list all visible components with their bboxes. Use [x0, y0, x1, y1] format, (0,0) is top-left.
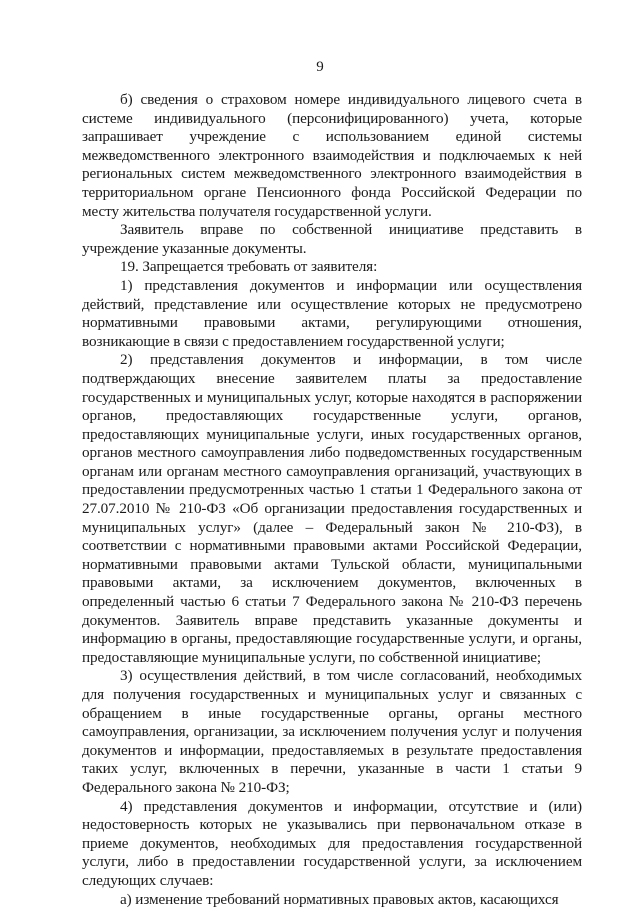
- paragraph-item-4: 4) представления документов и информации, отсутствие и (или) недостоверность которых не указывались при первоначальном отказе в приеме документов, необходимых для предоставления государственной услуги, либо в предоставлении государственной услуги, за исключением следующих случаев:: [82, 797, 582, 889]
- page-number: 9: [316, 59, 324, 75]
- paragraph-item-2: 2) представления документов и информации, в том числе подтверждающих внесение заявителем платы за предоставление государственных и муниципальных услуг, которые находятся в распоряжении органов, предоставляющих государственные услуги, органов, предоставляющих муниципальные услуги, иных государственных органов, органов местного самоуправления либо подведомственных государственным органам или органам местного самоуправления организаций, участвующих в предоставлении предусмотренных частью 1 статьи 1 Федерального закона от 27.07.2010 № 210-ФЗ «Об организации предоставления государственных и муниципальных услуг» (далее – Федеральный закон № 210-ФЗ), в соответствии с нормативными правовыми актами Российской Федерации, нормативными правовыми актами Тульской области, муниципальными правовыми актами, за исключением документов, включенных в определенный частью 6 статьи 7 Федерального закона № 210-ФЗ перечень документов. Заявитель вправе представить указанные документы и информацию в органы, предоставляющие государственные услуги, и органы, предоставляющие муниципальные услуги, по собственной инициативе;: [82, 351, 582, 666]
- paragraph-item-4a: а) изменение требований нормативных правовых актов, касающихся: [120, 890, 559, 908]
- paragraph-applicant-right: Заявитель вправе по собственной инициативе представить в учреждение указанные документы.: [82, 221, 582, 257]
- paragraph-item-3: 3) осуществления действий, в том числе согласований, необходимых для получения государственных и муниципальных услуг и связанных с обращением в иные государственные органы, органы местного самоуправления, организации, за исключением получения услуг и получения документов и информации, предоставляемых в результате предоставления таких услуг, включенных в перечни, указанные в части 1 статьи 9 Федерального закона № 210-ФЗ;: [82, 667, 582, 796]
- paragraph-item-1: 1) представления документов и информации или осуществления действий, представление или осуществление которых не предусмотрено нормативными правовыми актами, регулирующими отношения, возникающие в связи с предоставлением государственной услуги;: [82, 276, 582, 350]
- paragraph-clause-19: 19. Запрещается требовать от заявителя:: [120, 258, 378, 276]
- paragraph-snils-info: б) сведения о страховом номере индивидуального лицевого счета в системе индивидуального (персонифицированного) учета, которые запрашивает учреждение с использованием единой системы межведомственного электронного взаимодействия и подключаемых к ней региональных систем межведомственного электронного взаимодействия в территориальном органе Пенсионного фонда Российской Федерации по месту жительства получателя государственной услуги.: [82, 91, 582, 220]
- body-text: [82, 91, 582, 909]
